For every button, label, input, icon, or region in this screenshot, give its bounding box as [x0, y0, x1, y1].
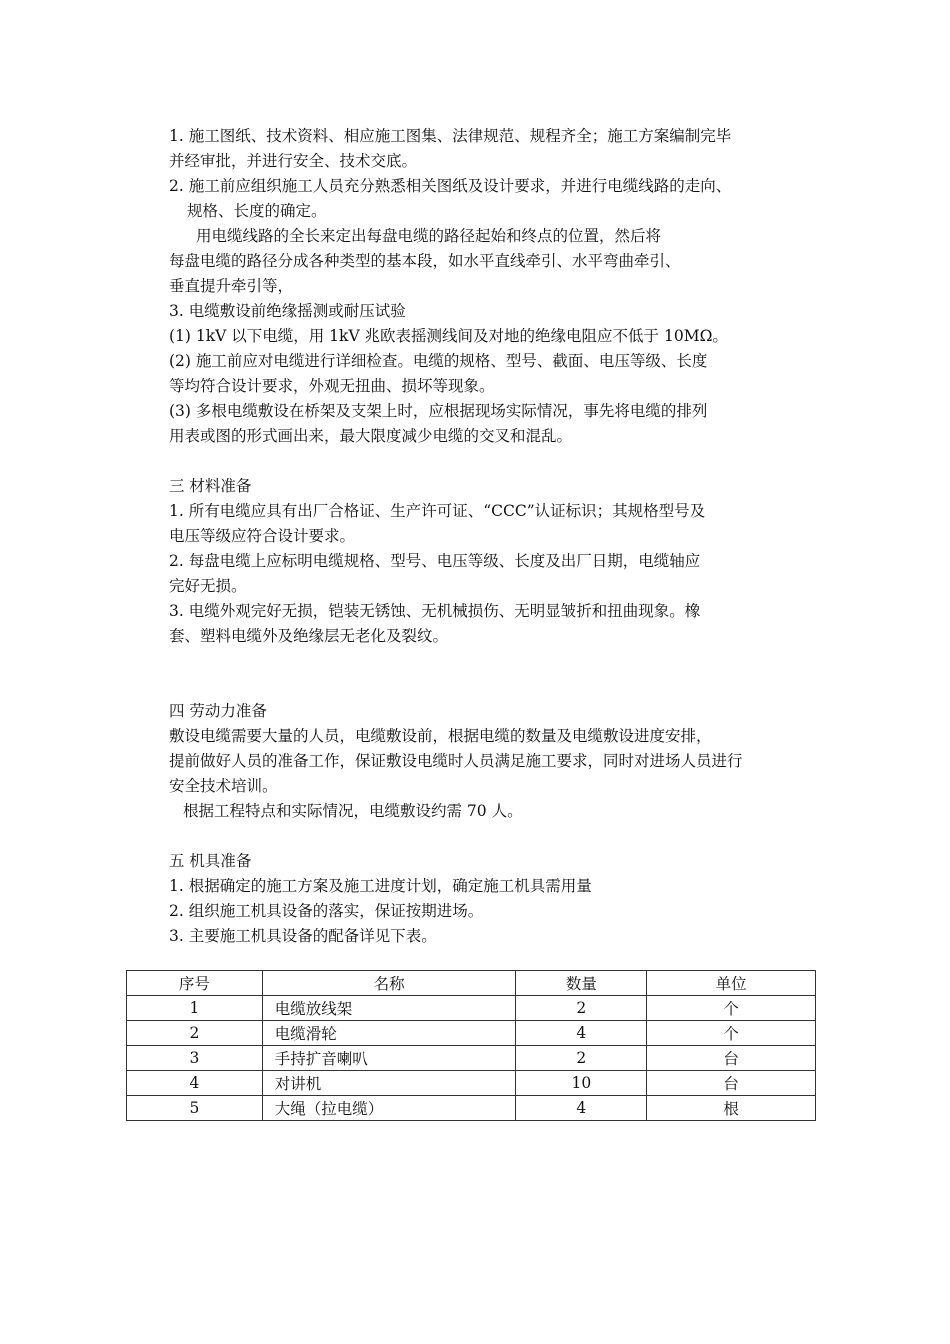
paragraph-line: 2. 施工前应组织施工人员充分熟悉相关图纸及设计要求，并进行电缆线路的走向、: [169, 177, 732, 195]
paragraph-line: 根据工程特点和实际情况，电缆敷设约需 70 人。: [183, 802, 523, 820]
paragraph-line: 等均符合设计要求，外观无扭曲、损坏等现象。: [169, 377, 495, 395]
table-row: [127, 1096, 816, 1121]
paragraph-line: 垂直提升牵引等，: [169, 277, 294, 295]
table-row: [127, 1046, 816, 1071]
table-cell: 对讲机: [262, 1071, 516, 1096]
paragraph-line: (2) 施工前应对电缆进行详细检查。电缆的规格、型号、截面、电压等级、长度: [169, 352, 708, 370]
table-cell: 4: [127, 1071, 263, 1096]
paragraph-line: 2. 每盘电缆上应标明电缆规格、型号、电压等级、长度及出厂日期，电缆轴应: [169, 552, 701, 570]
table-row: [127, 1021, 816, 1046]
header-cell: 单位: [647, 971, 816, 996]
paragraph-line: 2. 组织施工机具设备的落实，保证按期进场。: [169, 902, 484, 920]
paragraph-line: 规格、长度的确定。: [187, 202, 327, 220]
table-cell: 2: [516, 1046, 647, 1071]
paragraph-line: (3) 多根电缆敷设在桥架及支架上时，应根据现场实际情况，事先将电缆的排列: [169, 402, 708, 420]
table-cell: 2: [516, 996, 647, 1021]
table-cell: 台: [647, 1071, 816, 1096]
paragraph-line: 3. 主要施工机具设备的配备详见下表。: [169, 927, 437, 945]
paragraph-line: 并经审批，并进行安全、技术交底。: [169, 152, 418, 170]
table-cell: 2: [127, 1021, 263, 1046]
paragraph-line: 每盘电缆的路径分成各种类型的基本段，如水平直线牵引、水平弯曲牵引、: [169, 252, 681, 270]
section-heading: 三 材料准备: [169, 477, 252, 495]
paragraph-line: 1. 根据确定的施工方案及施工进度计划，确定施工机具需用量: [169, 877, 592, 895]
table-cell: 大绳（拉电缆）: [262, 1096, 516, 1121]
table-cell: 个: [647, 996, 816, 1021]
table-cell: 电缆放线架: [262, 996, 516, 1021]
paragraph-line: 提前做好人员的准备工作，保证敷设电缆时人员满足施工要求，同时对进场人员进行: [169, 752, 743, 770]
paragraph-line: 1. 施工图纸、技术资料、相应施工图集、法律规范、规程齐全；施工方案编制完毕: [169, 127, 732, 145]
table-cell: 电缆滑轮: [262, 1021, 516, 1046]
table-row: [127, 1071, 816, 1096]
paragraph-line: (1) 1kV 以下电缆，用 1kV 兆欧表摇测线间及对地的绝缘电阻应不低于 10MΩ。: [169, 327, 728, 345]
paragraph-line: 用电缆线路的全长来定出每盘电缆的路径起始和终点的位置，然后将: [196, 227, 662, 245]
paragraph-line: 敷设电缆需要大量的人员，电缆敷设前，根据电缆的数量及电缆敷设进度安排，: [169, 727, 712, 745]
section-heading: 四 劳动力准备: [169, 702, 267, 720]
equipment-table: [126, 970, 816, 1121]
table-cell: 个: [647, 1021, 816, 1046]
table-row: [127, 996, 816, 1021]
section-heading: 五 机具准备: [169, 852, 252, 870]
header-cell: 序号: [127, 971, 263, 996]
paragraph-line: 安全技术培训。: [169, 777, 278, 795]
paragraph-line: 用表或图的形式画出来，最大限度减少电缆的交叉和混乱。: [169, 427, 573, 445]
table-cell: 手持扩音喇叭: [262, 1046, 516, 1071]
header-cell: 名称: [262, 971, 516, 996]
table-cell: 3: [127, 1046, 263, 1071]
table-cell: 4: [516, 1021, 647, 1046]
table-cell: 10: [516, 1071, 647, 1096]
paragraph-line: 3. 电缆敷设前绝缘摇测或耐压试验: [169, 302, 406, 320]
paragraph-line: 3. 电缆外观完好无损，铠装无锈蚀、无机械损伤、无明显皱折和扭曲现象。橡: [169, 602, 701, 620]
paragraph-line: 电压等级应符合设计要求。: [169, 527, 356, 545]
table-cell: 1: [127, 996, 263, 1021]
table-cell: 根: [647, 1096, 816, 1121]
table-cell: 台: [647, 1046, 816, 1071]
paragraph-line: 完好无损。: [169, 577, 247, 595]
table-cell: 4: [516, 1096, 647, 1121]
header-cell: 数量: [516, 971, 647, 996]
paragraph-line: 1. 所有电缆应具有出厂合格证、生产许可证、“CCC”认证标识；其规格型号及: [169, 502, 706, 520]
paragraph-line: 套、塑料电缆外及绝缘层无老化及裂纹。: [169, 627, 449, 645]
table-header-row: [127, 971, 816, 996]
table-cell: 5: [127, 1096, 263, 1121]
